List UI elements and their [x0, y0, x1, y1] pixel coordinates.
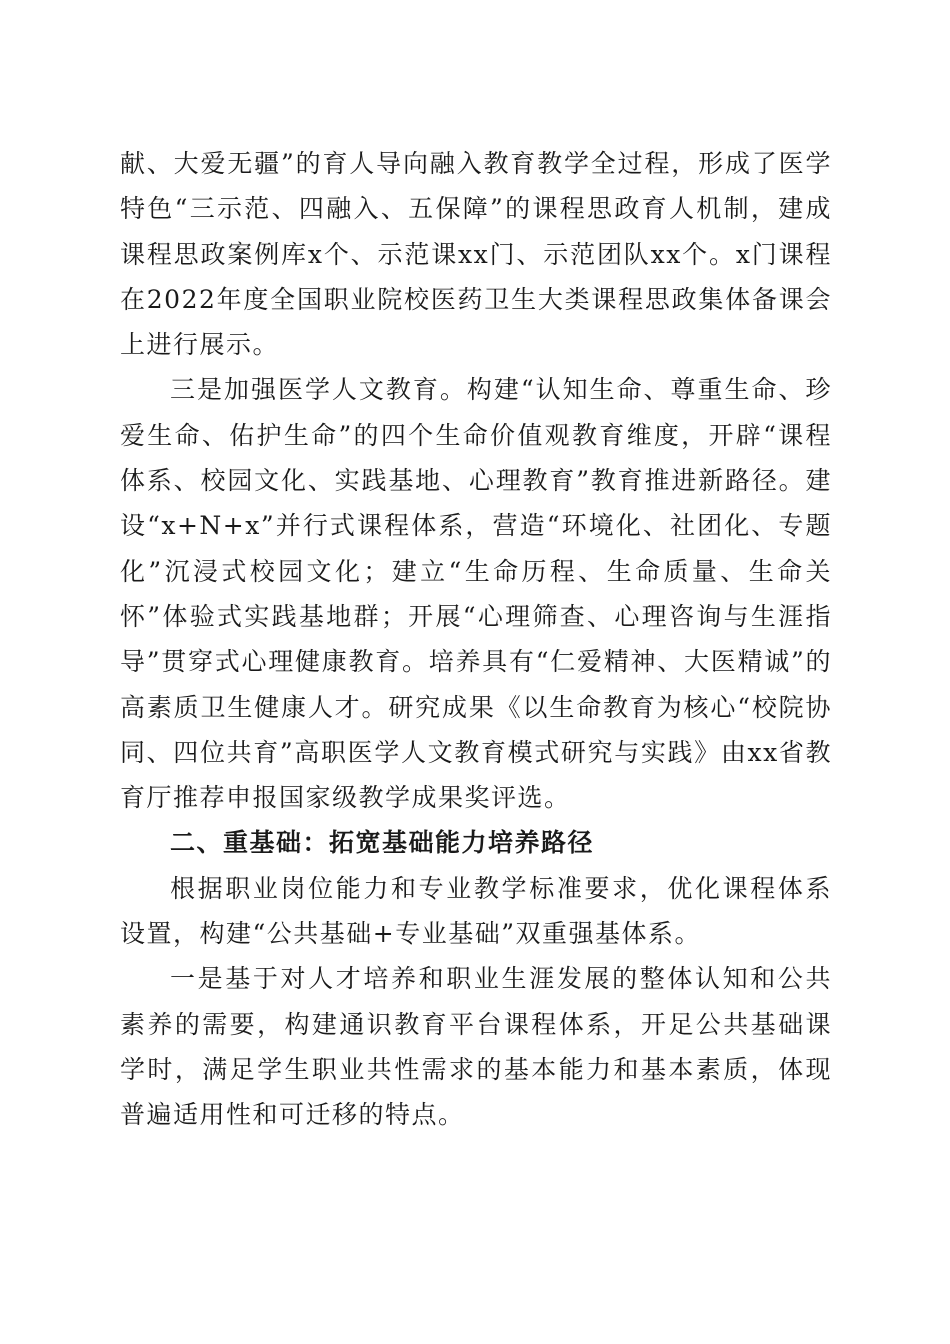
- body-text: [120, 141, 832, 1138]
- paragraph-general-education: 一是基于对人才培养和职业生涯发展的整体认知和公共素养的需要，构建通识教育平台课程体系，开足公共基础课学时，满足学生职业共性需求的基本能力和基本素质，体现普遍适用性和可迁移的特点。: [120, 964, 832, 1130]
- paragraph-course-ideology: 献、大爱无疆”的育人导向融入教育教学全过程，形成了医学特色“三示范、四融入、五保障”的课程思政育人机制，建成课程思政案例库x个、示范课xx门、示范团队xx个。x门课程在2022年度全国职业院校医药卫生大类课程思政集体备课会上进行展示。: [120, 149, 832, 360]
- paragraph-medical-humanities: 三是加强医学人文教育。构建“认知生命、尊重生命、珍爱生命、佑护生命”的四个生命价值观教育维度，开辟“课程体系、校园文化、实践基地、心理教育”教育推进新路径。建设“x+N+x”并行式课程体系，营造“环境化、社团化、专题化”沉浸式校园文化；建立“生命历程、生命质量、生命关怀”体验式实践基地群；开展“心理筛查、心理咨询与生涯指导”贯穿式心理健康教育。培养具有“仁爱精神、大医精诚”的高素质卫生健康人才。研究成果《以生命教育为核心“校院协同、四位共育”高职医学人文教育模式研究与实践》由xx省教育厅推荐申报国家级教学成果奖评选。: [120, 375, 832, 813]
- paragraph-foundation-intro: 根据职业岗位能力和专业教学标准要求，优化课程体系设置，构建“公共基础+专业基础”双重强基体系。: [120, 873, 832, 949]
- section-heading-foundation: 二、重基础：拓宽基础能力培养路径: [170, 828, 595, 858]
